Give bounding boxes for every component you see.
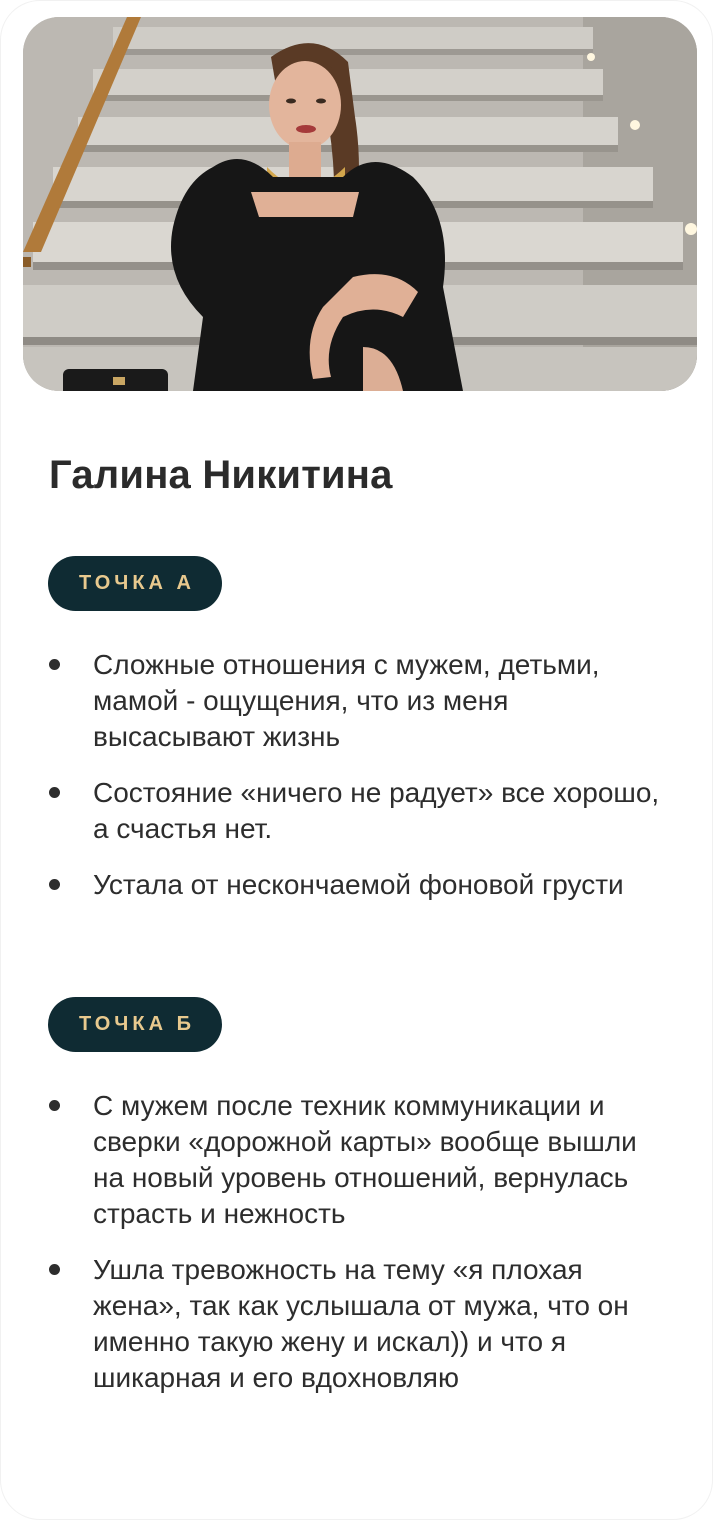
list-item bbox=[47, 647, 667, 755]
list-item bbox=[47, 775, 667, 847]
point-b-list bbox=[47, 1088, 667, 1416]
bullet-icon bbox=[49, 659, 60, 670]
bullet-icon bbox=[49, 787, 60, 798]
point-b-badge: ТОЧКА Б bbox=[48, 997, 222, 1052]
bullet-icon bbox=[49, 879, 60, 890]
profile-photo bbox=[23, 17, 697, 391]
list-item-text: Ушла тревожность на тему «я плохая жена», так как услышала от мужа, что он именно такую жену и искал)) и что я шикарная и его вдохновляю bbox=[93, 1254, 629, 1393]
list-item-text: С мужем после техник коммуникации и сверки «дорожной карты» вообще вышли на новый уровень отношений, вернулась страсть и нежность bbox=[93, 1090, 637, 1229]
point-a-list bbox=[47, 647, 667, 923]
bullet-icon bbox=[49, 1264, 60, 1275]
list-item-text: Устала от нескончаемой фоновой грусти bbox=[93, 869, 624, 900]
list-item-text: Состояние «ничего не радует» все хорошо, а счастья нет. bbox=[93, 777, 660, 844]
list-item bbox=[47, 867, 667, 903]
list-item bbox=[47, 1088, 667, 1232]
client-name: Галина Никитина bbox=[49, 453, 393, 497]
list-item-text: Сложные отношения с мужем, детьми, мамой - ощущения, что из меня высасывают жизнь bbox=[93, 649, 600, 752]
point-a-badge: ТОЧКА А bbox=[48, 556, 222, 611]
bullet-icon bbox=[49, 1100, 60, 1111]
list-item bbox=[47, 1252, 667, 1396]
